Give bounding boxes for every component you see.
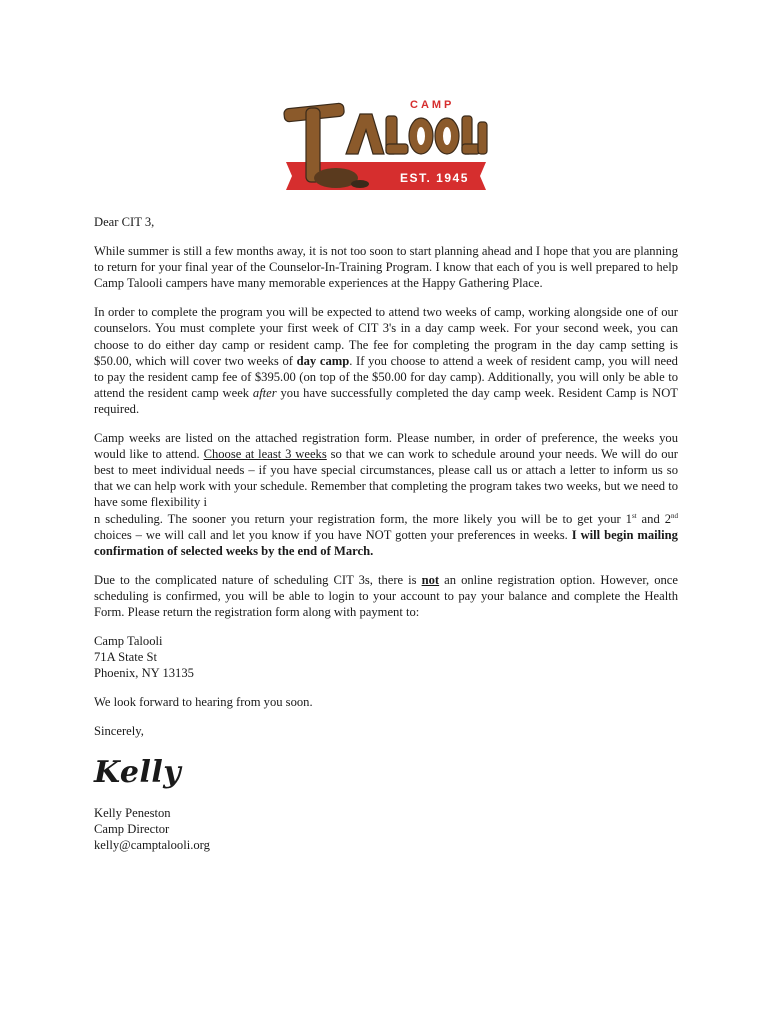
closing-line: We look forward to hearing from you soon. [94,695,313,710]
address-line: Phoenix, NY 13135 [94,666,194,681]
logo-letters [346,114,487,154]
emphasis-after: after [252,385,277,400]
logo-camp-text: CAMP [410,99,455,111]
paragraph-registration: Due to the complicated nature of scheduling CIT 3s, there is not an online registration option. However, once scheduling is confirmed, you will be able to login to your account to pay your balance and complete the Health Form. Please return the registration form along with payment to: [94,572,678,619]
emphasis-confirmation: I will begin mailing confirmation of selected weeks by the end of March. [94,527,678,558]
emphasis-not: not [421,572,440,587]
address-line: Camp Talooli [94,634,163,649]
signer-email[interactable]: kelly@camptalooli.org [94,837,210,852]
signer-block [94,805,678,853]
address-line: 71A State St [94,650,157,665]
letter-body [94,214,678,853]
camp-talooli-logo [280,92,492,196]
signature: Kelly [94,754,182,790]
salutation: Dear CIT 3, [94,215,155,229]
mailing-address [94,633,678,681]
emphasis-day-camp: day camp [296,353,350,368]
sign-off: Sincerely, [94,724,144,739]
paragraph-intro: While summer is still a few months away, it is not too soon to start planning ahead and I hope that you are planning to return for your final year of the Counselor-In-Training Program. I know that each of you is well prepared to help Camp Talooli campers have many memorable experiences at the Happy Gathering Place. [94,244,678,291]
paragraph-weeks: Camp weeks are listed on the attached registration form. Please number, in order of preference, the weeks you would like to attend. Choose at least 3 weeks so that we can work to schedule around your needs. We will do our best to meet individual needs – if you have special circumstances, please call us or attach a letter to inform us so that we can help work with your schedule. Remember that completing the program takes two weeks, but we need to have some flexibility i n scheduling. The sooner you return your registration form, the more likely you will be to get your 1st and 2nd choices – we will call and let you know if you have NOT gotten your preferences in weeks. I will begin mailing confirmation of selected weeks by the end of March. [94,431,678,558]
signer-title: Camp Director [94,821,170,836]
logo-est-text: EST. 1945 [400,171,469,185]
paragraph-program: In order to complete the program you will be expected to attend two weeks of camp, working alongside one of our counselors. You must complete your first week of CIT 3's in a day camp week. For your second week, you can choose to do either day camp or resident camp. The fee for completing the program in the day camp setting is $50.00, which will cover two weeks of day camp. If you choose to attend a week of resident camp, you will need to pay the resident camp fee of $395.00 (on top of the $50.00 for day camp). Additionally, you will only be able to attend the resident camp week after you have successfully completed the day camp week. Resident Camp is NOT required. [94,305,679,416]
emphasis-choose-weeks: Choose at least 3 weeks [203,447,327,462]
signer-name: Kelly Peneston [94,805,171,820]
